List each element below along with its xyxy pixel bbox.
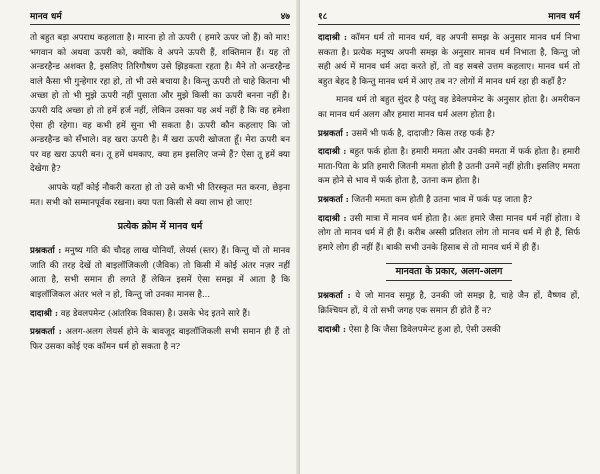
speaker-label: प्रश्नकर्ता : [30,327,62,338]
left-paragraph [30,31,290,177]
speaker-label: दादाश्री : [318,213,347,224]
paragraph-text: जितनी ममता कम होती है उतना भाव में फर्क पड़ जाता है? [351,194,533,205]
right-dialogue-paragraph [318,127,580,142]
right-header-title: मानव धर्म [548,12,580,22]
left-section-heading: प्रत्येक क्रोम में मानव धर्म [117,221,203,233]
paragraph-text: बहुत फर्क होता है। हमारी ममता और उनकी ममता में फर्क होता है। हमारी माता-पिता के प्रति हमारी जितनी ममता होती है उतनी उनमें नहीं होती। इसलिए ममता कम होने से भाव में फर्क होता है, उतना कम होता है। [318,147,580,187]
paragraph-text: कॉमन धर्म तो मानव धर्म, वह अपनी समझ के अनुसार मानव धर्म निभा सकता है। प्रत्येक मनुष्य अपनी समझ के अनुसार मानव धर्म निभाता है, किन्तु जो सही अर्थ में मानव धर्म अदा करते हों, तो वह सबसे उत्तम कहलाए। मानव धर्म तो बहुत बेहद है किन्तु मानव धर्म में आए तब न? लोगों में मानव धर्म रहा ही कहाँ है? [318,33,580,87]
paragraph-text: आपके यहाँ कोई नौकरी करता हो तो उसे कभी भी तिरस्कृत मत करना, छेड़ना मत। सभी को सम्मानपूर्वक रखना। क्या पता किसी से क्या लाभ हो जाए! [30,182,290,208]
left-dialogue-paragraph [30,325,290,354]
right-dialogue-paragraph [318,289,580,318]
right-dialogue-paragraph [318,212,580,256]
left-header-title: मानव धर्म [30,12,62,22]
left-page-number: ४७ [280,12,290,22]
left-page-header [30,8,290,25]
right-dialogue-paragraph [318,323,580,338]
right-page [300,0,600,474]
right-dialogue-paragraph [318,193,580,208]
speaker-label: प्रश्नकर्ता : [318,291,351,302]
paragraph-text: तो बहुत बड़ा अपराध कहलाता है। मारना हो तो ऊपरी ( हमारे ऊपर जो हैं) को मार! भगवान को अथवा ऊपरी को, क्योंकि वे अपने ऊपरी हैं, शक्तिमान हैं। यह तो अन्डरहैन्ड अशक्त है, इसलिए तिरिगौषण उसे झिड़कता रहता है। मैने तो अन्डरहैन्ड वाले कैसा भी गुन्हेगार रहा हो, तो भी उसे बचाया है। किन्तु ऊपरी तो चाहे कितना भी अच्छा हो तो भी मुझे ऊपरी नहीं पुसाता और मुझे किसी का ऊपरी बनना नहीं है। ऊपरी यदि अच्छा हो तो हमें हर्ज नहीं, लेकिन उसका यह अर्थ नहीं है कि वह हमेशा ऐसा ही रहेगा। वह कभी हमें सुना भी सकता है। ऊपरी कौन कहलाए कि जो अन्डरहैन्ड को सँभाले। वह खरा ऊपरी है। मैं खरा ऊपरी खोजता हूँ। मेरा ऊपरी बन पर वह खरा ऊपरी बन। तू हमें धमकाए, क्या हम इसलिए जन्मे हैं? ऐसा तू हमें क्या देखेगा है? [30,33,290,175]
speaker-label: दादाश्री : [318,147,347,158]
speaker-label: प्रश्नकर्ता : [318,128,349,139]
left-paragraph [30,181,290,210]
paragraph-text: ऐसा है कि जैसा डिवेलपमेन्ट हुआ हो, ऐसी उसकी [348,324,501,335]
right-dialogue-paragraph [318,31,580,89]
speaker-label: प्रश्नकर्ता : [30,246,62,257]
speaker-label: दादाश्री : [318,33,348,43]
paragraph-text: अलग-अलग लेयर्स होने के बावजूद बाइलॉजिकली सभी समान ही हैं तो फिर उसका कोई एक कॉमन धर्म हो सकता है न? [30,327,290,352]
paragraph-text: ये जो मानव समूह है, उनकी जो समझ है, चाहे जैन हों, वैष्णव हों, क्रिश्चियन हों, ये तो सभी जगह एक समान ही होते हैं न? [318,291,580,316]
paragraph-text: मनुष्य गति की चौदह लाख योनियाँ, लेयर्स (स्तर) हैं। किन्तु यों तो मानव जाति की तरह देखें तो बाइलॉजिकली (जैविक) तो किसी में कोई अंतर नज़र नहीं आता है, सभी समान ही लगते हैं लेकिन इसमें ऐसा समझ में आता है कि बाइलॉजिकल अंतर भले न हो, किन्तु जो उनका मानस है... [30,246,290,300]
right-page-header [318,8,580,25]
left-dialogue-paragraph [30,307,290,322]
left-dialogue-paragraph [30,244,290,302]
right-dialogue-paragraph [318,145,580,189]
paragraph-text: वह डेवलपमेन्ट (आंतरिक विकास) है। उसके भेद इतने सारे हैं। [60,308,251,319]
paragraph-text: मानव धर्म तो बहुत सुंदर है परंतु वह डेवेलपमेन्ट के अनुसार होता है। अमरीकन का मानव धर्म अलग और हमारा मानव धर्म अलग होता है। [318,95,580,120]
speaker-label: दादाश्री : [318,324,347,335]
paragraph-text: उसी मात्रा में मानव धर्म होता है। अतः हमारे जैसा मानव धर्म नहीं होता। वे लोग तो मानव धर्म में ही हैं। करीब अस्सी प्रतिशत लोग तो मानव धर्म में ही हैं, सिर्फ हमारे लोग ही नहीं हैं। बाकी सभी उनके हिसाब से तो मानव धर्म में ही हैं। [318,213,580,253]
speaker-label: प्रश्नकर्ता : [318,194,349,205]
right-page-number: १८ [318,12,328,22]
speaker-label: दादाश्री : [30,308,59,319]
right-section-heading: मानवता के प्रकार, अलग-अलग [386,263,513,281]
right-paragraph [318,93,580,122]
paragraph-text: उसमें भी फर्क है, दादाजी? किस तरह फर्क है? [351,128,495,139]
